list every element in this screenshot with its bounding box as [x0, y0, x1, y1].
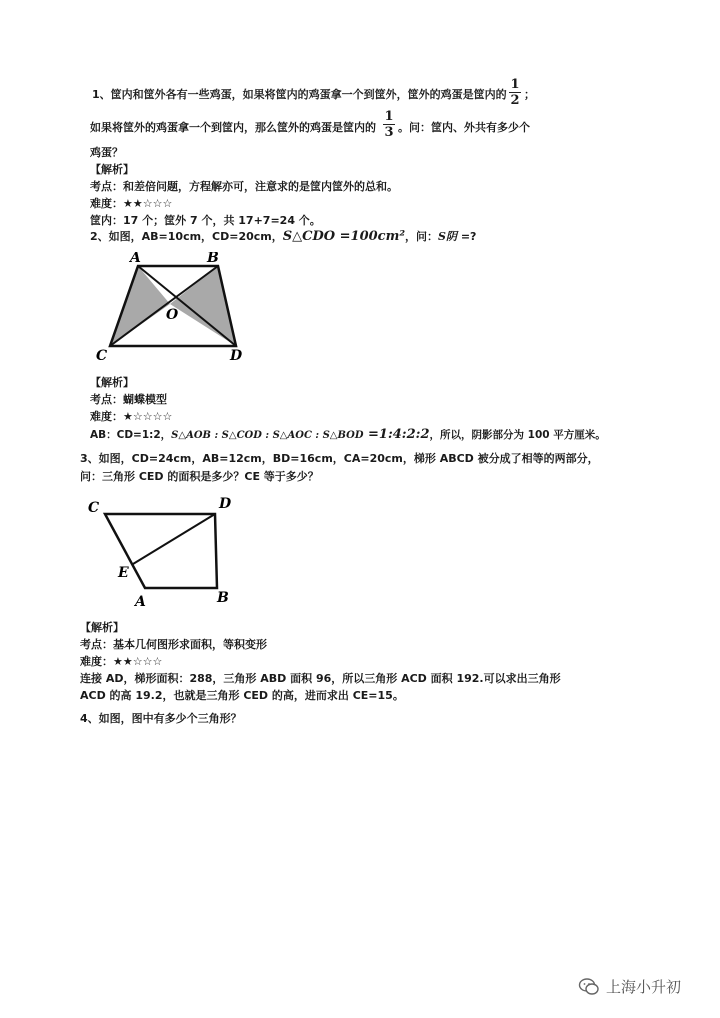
q2-ask-s: S阴 [438, 230, 457, 243]
q1-line1-end: ； [524, 88, 535, 101]
q1-line1-text: 1、筐内和筐外各有一些鸡蛋，如果将筐内的鸡蛋拿一个到筐外，筐外的鸡蛋是筐内的 [92, 88, 507, 101]
q2-difficulty: 难度：★☆☆☆☆ [90, 410, 173, 423]
wechat-icon [578, 977, 600, 997]
q3-answer-line1: 连接 AD，梯形面积：288，三角形 ABD 面积 96，所以三角形 ACD 面积 192.可以求出三角形 [80, 672, 561, 685]
q1-line3: 鸡蛋？ [90, 146, 123, 159]
q1-analysis-label: 【解析】 [90, 163, 134, 176]
q1-line2-end: 。问：筐内、外共有多少个 [398, 121, 530, 134]
q1-fraction-half [509, 78, 521, 107]
q2-butterfly-figure [90, 252, 270, 372]
q3-analysis-label: 【解析】 [80, 621, 124, 634]
q1-frac1-den: 2 [510, 93, 520, 108]
q1-frac2-num: 1 [384, 109, 394, 124]
q1-frac2-den: 3 [384, 125, 394, 140]
q2-answer-post: ，所以，阴影部分为 100 平方厘米。 [429, 429, 606, 441]
q1-difficulty: 难度：★★☆☆☆ [90, 197, 173, 210]
q2-label-c: C [96, 348, 108, 364]
q3-trapezoid-figure [85, 492, 255, 612]
q2-label-b: B [207, 252, 219, 266]
q3-label-d: D [219, 496, 232, 512]
q2-answer-ratio: S△AOB : S△COD : S△AOC : S△BOD [171, 430, 364, 441]
q2-question [90, 230, 476, 244]
q3-label-a: A [135, 594, 146, 610]
q1-point: 考点：和差倍问题，方程解亦可，注意求的是筐内筐外的总和。 [90, 180, 398, 193]
q3-segment-de [133, 514, 215, 564]
q3-answer-line2: ACD 的高 19.2，也就是三角形 CED 的高，进而求出 CE=15。 [80, 689, 404, 702]
q3-label-c: C [88, 500, 100, 516]
q1-frac1-num: 1 [510, 77, 520, 92]
q3-difficulty: 难度：★★☆☆☆ [80, 655, 163, 668]
q2-formula: S△CDO =100cm² [282, 229, 406, 244]
q2-ask-end: =? [456, 230, 477, 243]
q3-label-e: E [118, 565, 129, 581]
q3-line2: 问：三角形 CED 的面积是多少？CE 等于多少？ [80, 470, 319, 483]
q1-fraction-third [383, 110, 395, 139]
q4-question: 4、如图，图中有多少个三角形？ [80, 712, 242, 725]
watermark [578, 976, 681, 997]
q1-line1 [92, 88, 507, 102]
q2-answer-pre: AB：CD=1:2， [90, 429, 172, 441]
q3-line1: 3、如图，CD=24cm，AB=12cm，BD=16cm，CA=20cm，梯形 ABCD 被分成了相等的两部分， [80, 452, 599, 465]
q2-answer-eq: =1:4:2:2 [363, 427, 430, 442]
q2-suffix: ，问： [405, 230, 439, 243]
q1-answer: 筐内：17 个；筐外 7 个，共 17+7=24 个。 [90, 214, 321, 227]
q3-point: 考点：基本几何图形求面积，等积变形 [80, 638, 267, 651]
q2-prefix: 2、如图，AB=10cm，CD=20cm， [90, 230, 283, 243]
q2-answer [90, 428, 606, 443]
q2-label-d: D [230, 348, 243, 364]
watermark-text: 上海小升初 [606, 978, 682, 996]
q2-label-a: A [130, 252, 141, 266]
q2-point: 考点：蝴蝶模型 [90, 393, 167, 406]
q3-label-b: B [217, 590, 229, 606]
q2-shaded-triangle-left [110, 266, 170, 346]
q2-label-o: O [166, 307, 179, 323]
q1-line2: 如果将筐外的鸡蛋拿一个到筐内，那么筐外的鸡蛋是筐内的 [90, 121, 376, 134]
q2-analysis-label: 【解析】 [90, 376, 134, 389]
